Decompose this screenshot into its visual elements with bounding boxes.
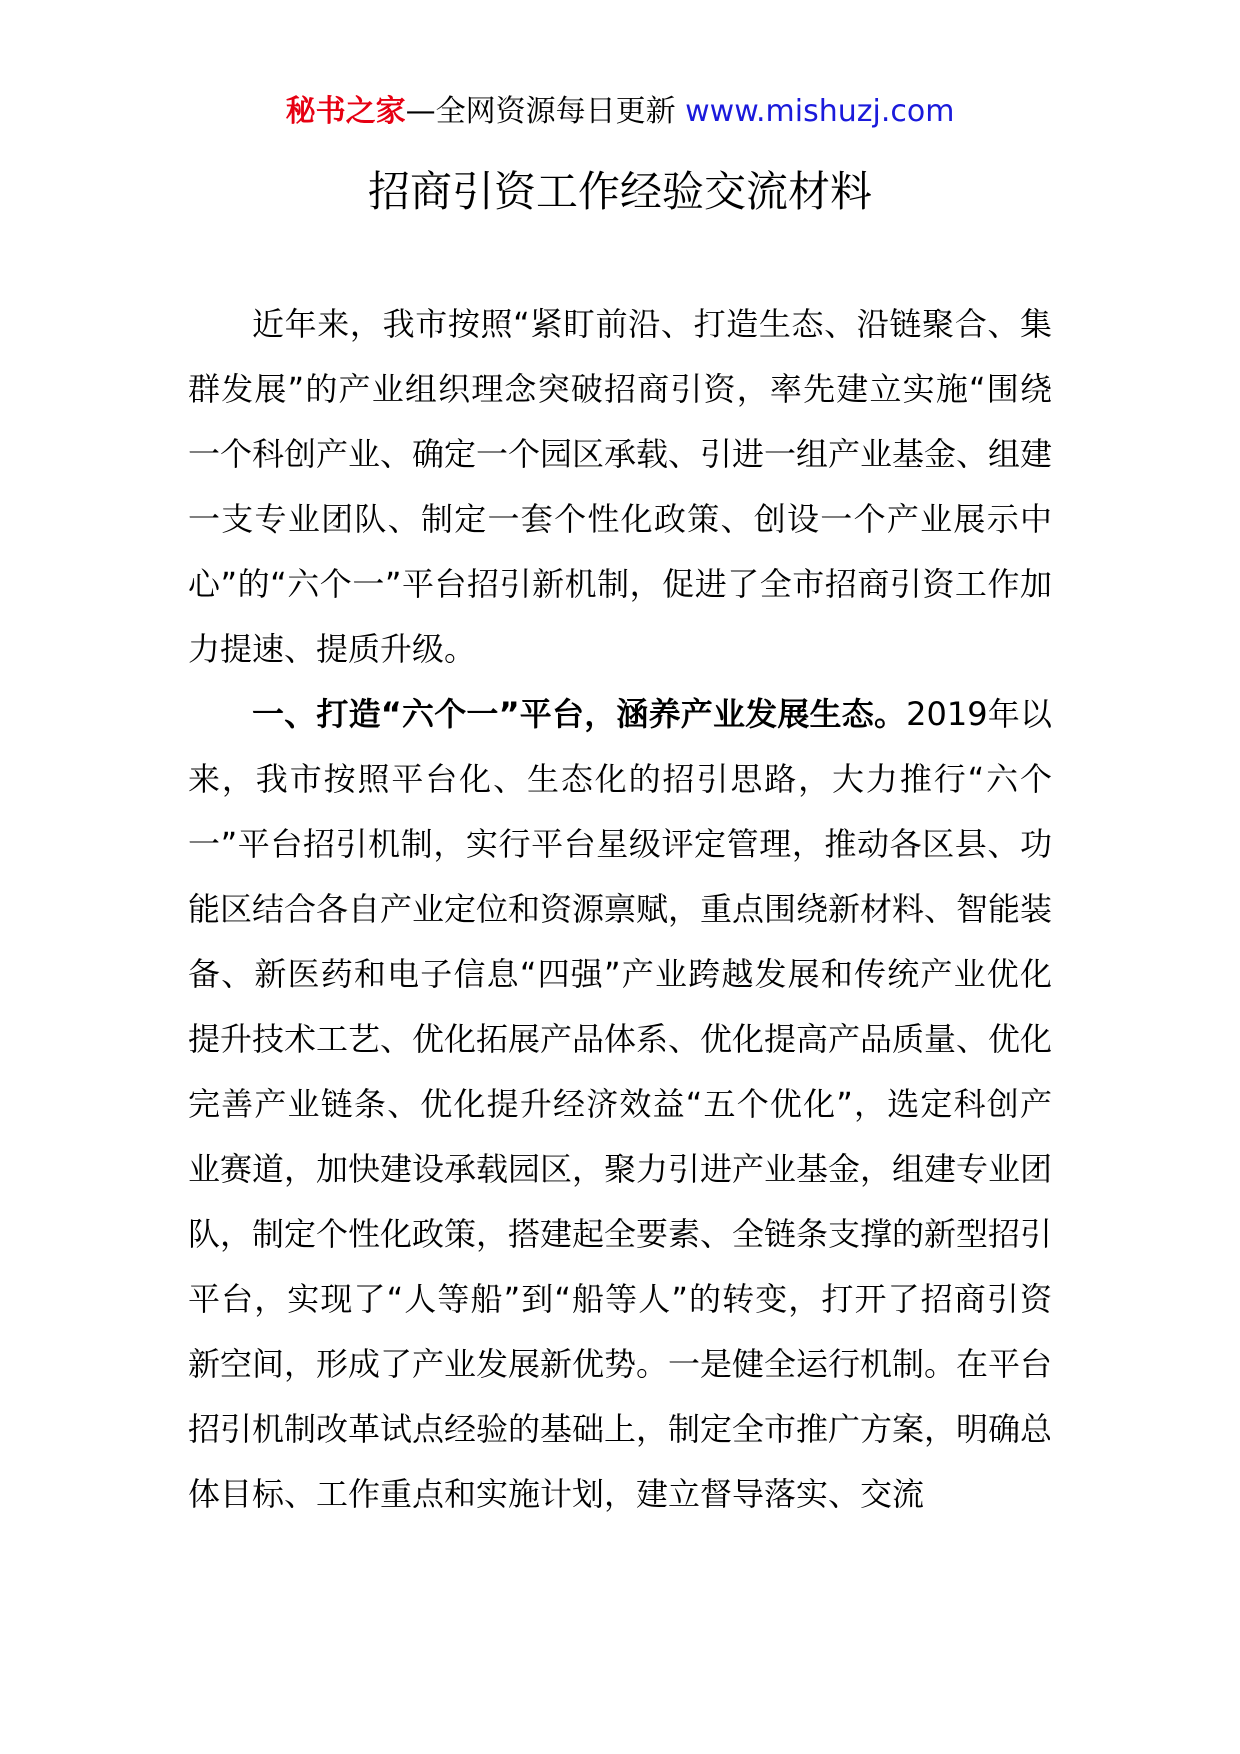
site-brand: 秘书之家 <box>285 94 406 129</box>
paragraph-section-1 <box>188 682 1052 1527</box>
site-header <box>0 92 1240 132</box>
document-body <box>188 292 1052 1527</box>
site-tagline: —全网资源每日更新 <box>405 94 686 129</box>
document-title: 招商引资工作经验交流材料 <box>367 167 872 216</box>
section-heading: 一、打造“六个一”平台，涵养产业发展生态。 <box>252 695 907 733</box>
paragraph-intro: 近年来，我市按照“紧盯前沿、打造生态、沿链聚合、集群发展”的产业组织理念突破招商引资，率先建立实施“围绕一个科创产业、确定一个园区承载、引进一组产业基金、组建一支专业团队、制定一套个性化政策、创设一个产业展示中心”的“六个一”平台招引新机制，促进了全市招商引资工作加力提速、提质升级。 <box>188 305 1053 668</box>
site-url-link[interactable]: www.mishuzj.com <box>685 94 955 129</box>
section-body: 2019年以来，我市按照平台化、生态化的招引思路，大力推行“六个一”平台招引机制，实行平台星级评定管理，推动各区县、功能区结合各自产业定位和资源禀赋，重点围绕新材料、智能装备、新医药和电子信息“四强”产业跨越发展和传统产业优化提升技术工艺、优化拓展产品体系、优化提高产品质量、优化完善产业链条、优化提升经济效益“五个优化”，选定科创产业赛道，加快建设承载园区，聚力引进产业基金，组建专业团队，制定个性化政策，搭建起全要素、全链条支撑的新型招引平台，实现了“人等船”到“船等人”的转变，打开了招商引资新空间，形成了产业发展新优势。一是健全运行机制。在平台招引机制改革试点经验的基础上，制定全市推广方案，明确总体目标、工作重点和实施计划，建立督导落实、交流 <box>188 695 1053 1513</box>
